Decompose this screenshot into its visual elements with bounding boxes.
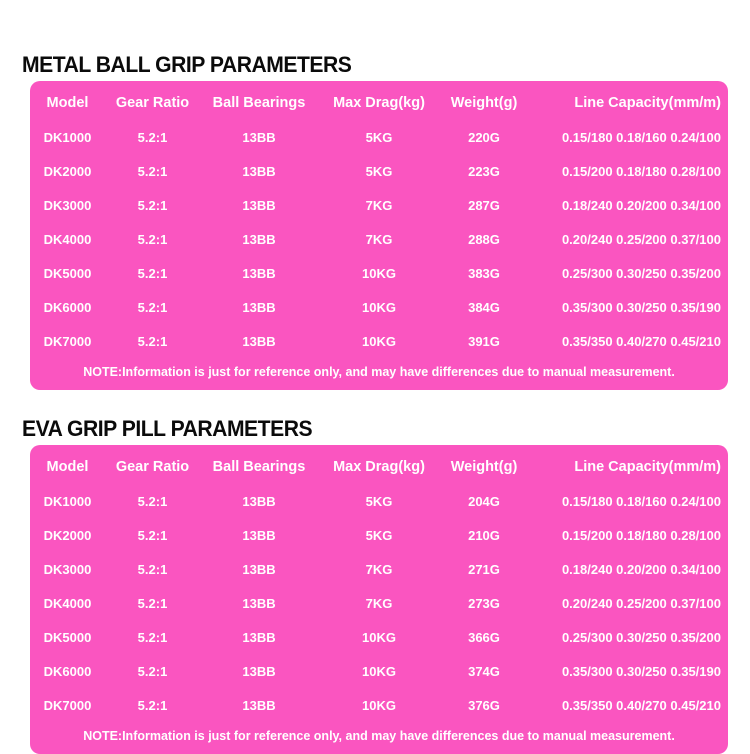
table-row: [30, 655, 728, 689]
table-cell: 13BB: [242, 698, 276, 713]
table-cell: 5.2:1: [137, 596, 168, 611]
table-row: [30, 155, 728, 189]
table-body: [30, 121, 728, 359]
table-cell: 5KG: [365, 528, 393, 543]
column-header: Ball Bearings: [212, 95, 306, 111]
table-cell: DK7000: [43, 698, 92, 713]
table-cell: 5.2:1: [137, 698, 168, 713]
table-cell: 0.35/350 0.40/270 0.45/210: [561, 698, 721, 713]
table-cell: 5.2:1: [137, 164, 168, 179]
table-cell: 0.20/240 0.25/200 0.37/100: [561, 596, 721, 611]
table-cell: 5.2:1: [137, 664, 168, 679]
table-note: NOTE:Information is just for reference only, and may have differences due to manual measurement.: [83, 729, 675, 743]
table-row: [30, 257, 728, 291]
table-cell: DK2000: [43, 164, 92, 179]
table-row: [30, 121, 728, 155]
table-cell: 5.2:1: [137, 630, 168, 645]
spec-table-metal-ball-grip: [30, 81, 728, 390]
table-cell: 384G: [468, 300, 500, 315]
table-cell: 5KG: [365, 494, 393, 509]
table-header-row: [30, 86, 728, 121]
table-cell: DK2000: [43, 528, 92, 543]
section-title-eva-grip-pill: EVA GRIP PILL PARAMETERS: [22, 416, 313, 441]
table-cell: 273G: [468, 596, 500, 611]
table-row: [30, 689, 728, 723]
table-header-row: [30, 450, 728, 485]
table-row: [30, 553, 728, 587]
table-cell: 376G: [468, 698, 500, 713]
table-cell: 0.35/350 0.40/270 0.45/210: [561, 334, 721, 349]
table-cell: 13BB: [242, 596, 276, 611]
table-cell: 5.2:1: [137, 562, 168, 577]
table-cell: 5KG: [365, 164, 393, 179]
table-cell: 13BB: [242, 334, 276, 349]
table-cell: 0.35/300 0.30/250 0.35/190: [561, 300, 721, 315]
table-cell: 391G: [468, 334, 500, 349]
table-cell: 7KG: [365, 198, 393, 213]
table-cell: 366G: [468, 630, 500, 645]
table-row: [30, 189, 728, 223]
table-cell: 7KG: [365, 232, 393, 247]
table-cell: 0.25/300 0.30/250 0.35/200: [561, 266, 721, 281]
table-cell: 0.25/300 0.30/250 0.35/200: [561, 630, 721, 645]
table-cell: 13BB: [242, 630, 276, 645]
table-cell: 13BB: [242, 494, 276, 509]
table-cell: 0.18/240 0.20/200 0.34/100: [561, 562, 721, 577]
table-cell: 271G: [468, 562, 500, 577]
table-cell: 288G: [468, 232, 500, 247]
column-header: Line Capacity(mm/m): [574, 95, 721, 111]
table-cell: 0.20/240 0.25/200 0.37/100: [561, 232, 721, 247]
table-cell: DK3000: [43, 198, 92, 213]
table-cell: 10KG: [362, 698, 396, 713]
table-cell: 287G: [468, 198, 500, 213]
table-cell: 10KG: [362, 266, 396, 281]
column-header: Gear Ratio: [115, 459, 190, 475]
column-header: Model: [46, 95, 89, 111]
table-cell: DK3000: [43, 562, 92, 577]
table-cell: 13BB: [242, 164, 276, 179]
table-cell: 13BB: [242, 198, 276, 213]
table-cell: 5.2:1: [137, 528, 168, 543]
table-row: [30, 621, 728, 655]
table-cell: 5.2:1: [137, 334, 168, 349]
table-cell: 0.35/300 0.30/250 0.35/190: [561, 664, 721, 679]
column-header: Gear Ratio: [115, 95, 190, 111]
table-cell: 204G: [468, 494, 500, 509]
table-cell: 5KG: [365, 130, 393, 145]
table-cell: 13BB: [242, 300, 276, 315]
table-cell: 5.2:1: [137, 198, 168, 213]
table-cell: 5.2:1: [137, 300, 168, 315]
table-cell: 223G: [468, 164, 500, 179]
table-cell: 383G: [468, 266, 500, 281]
table-row: [30, 519, 728, 553]
table-cell: DK4000: [43, 596, 92, 611]
table-cell: 13BB: [242, 528, 276, 543]
table-row: [30, 485, 728, 519]
table-cell: DK4000: [43, 232, 92, 247]
table-cell: DK7000: [43, 334, 92, 349]
table-cell: 5.2:1: [137, 232, 168, 247]
column-header: Weight(g): [450, 459, 518, 475]
table-cell: DK1000: [43, 130, 92, 145]
table-body: [30, 485, 728, 723]
table-cell: 7KG: [365, 562, 393, 577]
table-cell: 10KG: [362, 300, 396, 315]
table-cell: 10KG: [362, 630, 396, 645]
table-row: [30, 587, 728, 621]
table-cell: 5.2:1: [137, 130, 168, 145]
column-header: Max Drag(kg): [333, 95, 425, 111]
table-cell: 7KG: [365, 596, 393, 611]
table-cell: 10KG: [362, 664, 396, 679]
table-cell: 13BB: [242, 130, 276, 145]
column-header: Weight(g): [450, 95, 518, 111]
table-cell: 0.15/200 0.18/180 0.28/100: [561, 528, 721, 543]
column-header: Ball Bearings: [212, 459, 306, 475]
table-cell: 0.15/180 0.18/160 0.24/100: [561, 130, 721, 145]
table-cell: 13BB: [242, 664, 276, 679]
table-cell: 10KG: [362, 334, 396, 349]
table-row: [30, 223, 728, 257]
table-cell: 5.2:1: [137, 266, 168, 281]
table-cell: 13BB: [242, 562, 276, 577]
table-cell: 220G: [468, 130, 500, 145]
table-cell: 0.18/240 0.20/200 0.34/100: [561, 198, 721, 213]
table-cell: 5.2:1: [137, 494, 168, 509]
table-cell: 13BB: [242, 266, 276, 281]
table-cell: DK1000: [43, 494, 92, 509]
section-title-metal-ball-grip: METAL BALL GRIP PARAMETERS: [22, 52, 352, 77]
table-cell: DK6000: [43, 300, 92, 315]
table-cell: DK6000: [43, 664, 92, 679]
table-cell: DK5000: [43, 266, 92, 281]
spec-table-eva-grip-pill: [30, 445, 728, 754]
table-cell: 0.15/180 0.18/160 0.24/100: [561, 494, 721, 509]
table-cell: 210G: [468, 528, 500, 543]
metal-ball-grip-section: [22, 52, 728, 390]
table-row: [30, 325, 728, 359]
table-cell: 13BB: [242, 232, 276, 247]
column-header: Model: [46, 459, 89, 475]
column-header: Max Drag(kg): [333, 459, 425, 475]
table-row: [30, 291, 728, 325]
eva-grip-pill-section: [22, 416, 728, 754]
table-cell: 0.15/200 0.18/180 0.28/100: [561, 164, 721, 179]
table-note: NOTE:Information is just for reference only, and may have differences due to manual measurement.: [83, 365, 675, 379]
table-cell: DK5000: [43, 630, 92, 645]
column-header: Line Capacity(mm/m): [574, 459, 721, 475]
table-cell: 374G: [468, 664, 500, 679]
